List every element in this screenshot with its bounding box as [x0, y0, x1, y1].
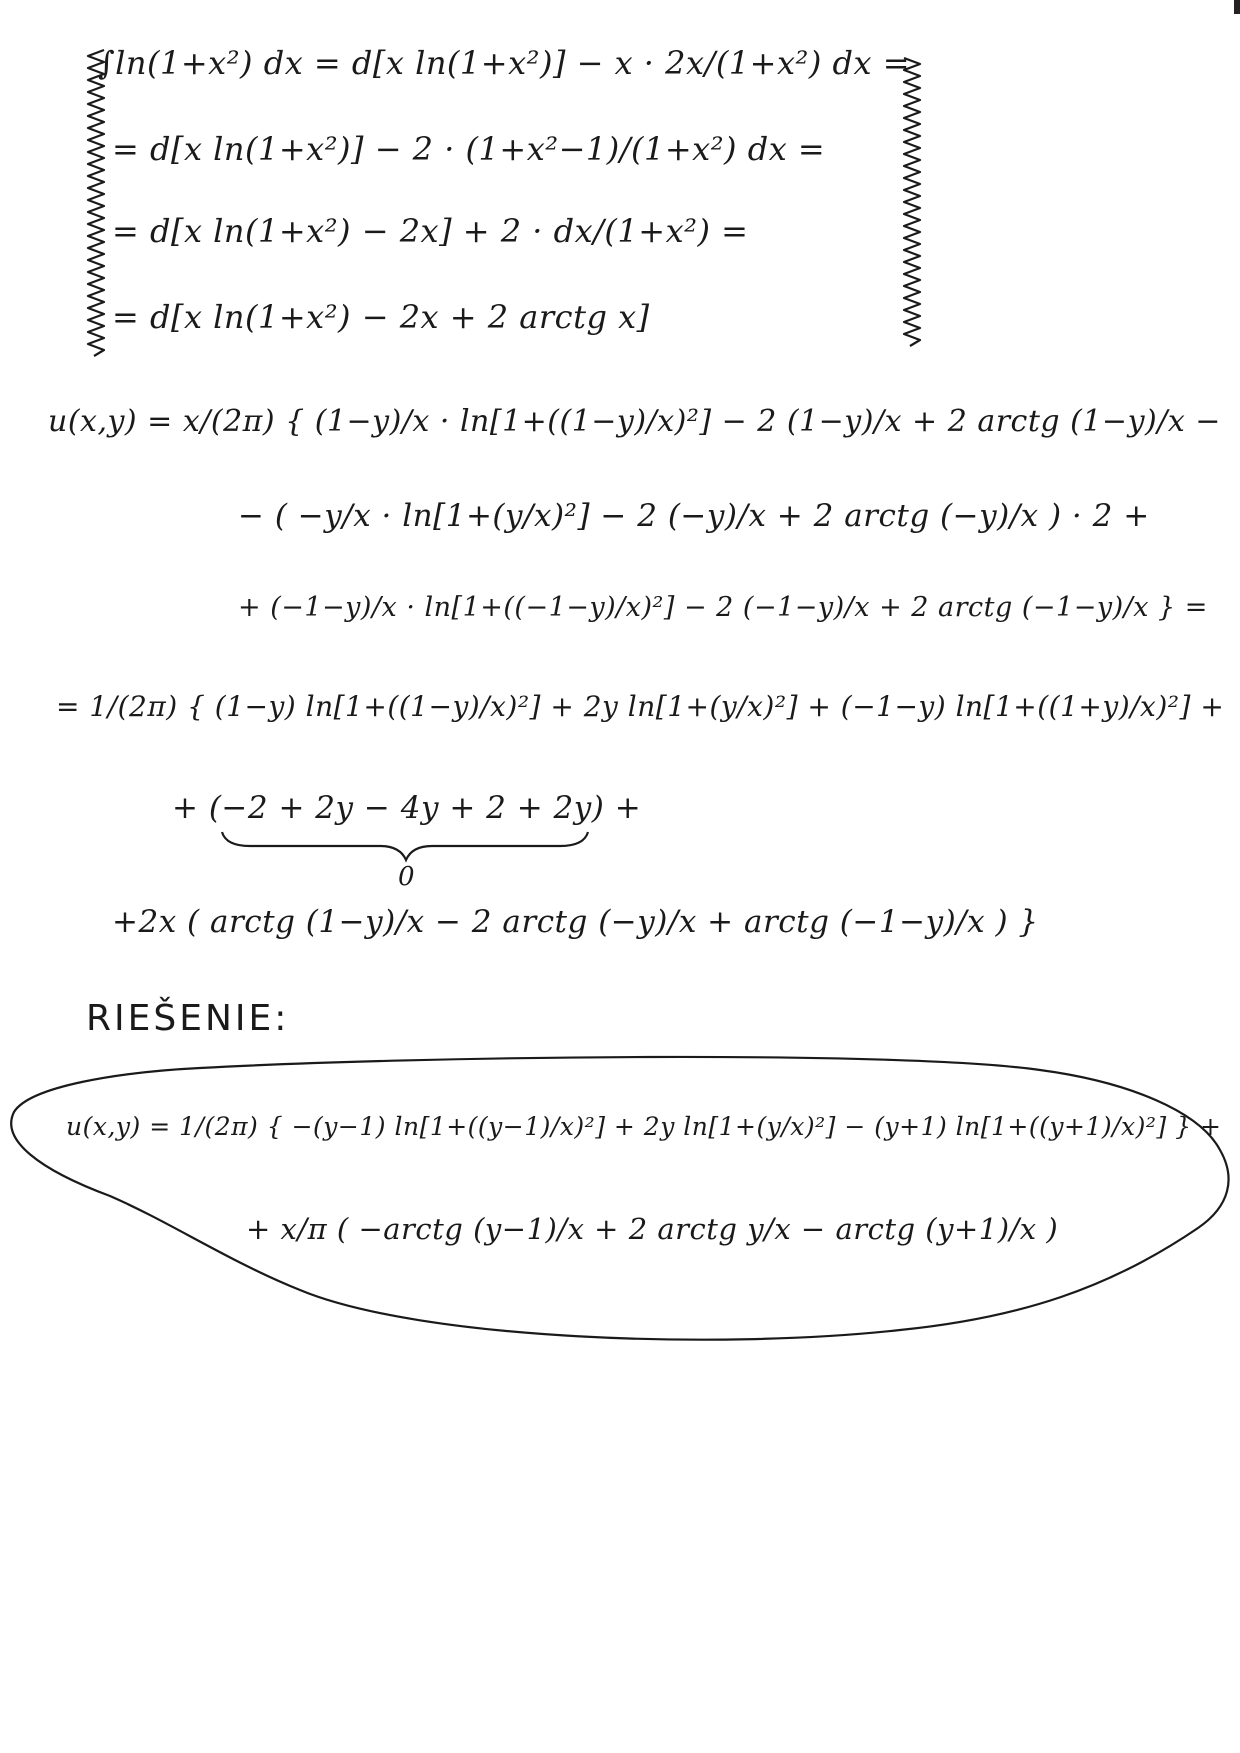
- solution-line-1: u(x,y) = 1/(2π) { −(y−1) ln[1+((y−1)/x)²] + 2y ln[1+(y/x)²] − (y+1) ln[1+((y+1)/x)²] } +: [66, 1112, 1222, 1141]
- left-zigzag-bracket: [88, 50, 104, 356]
- derivation-line-4: = d[x ln(1+x²) − 2x + 2 arctg x]: [112, 298, 650, 336]
- expansion-line-6: +2x ( arctg (1−y)/x − 2 arctg (−y)/x + arctg (−1−y)/x ) }: [112, 904, 1039, 940]
- derivation-line-3: = d[x ln(1+x²) − 2x] + 2 · dx/(1+x²) =: [112, 212, 749, 250]
- solution-heading: RIEŠENIE:: [86, 998, 290, 1039]
- underbrace-value: 0: [398, 862, 415, 892]
- expansion-line-4: = 1/(2π) { (1−y) ln[1+((1−y)/x)²] + 2y ln[1+(y/x)²] + (−1−y) ln[1+((1+y)/x)²] +: [56, 690, 1225, 723]
- right-zigzag-bracket: [904, 58, 920, 346]
- underbrace: [222, 832, 588, 860]
- expansion-line-1: u(x,y) = x/(2π) { (1−y)/x · ln[1+((1−y)/x)²] − 2 (1−y)/x + 2 arctg (1−y)/x −: [48, 404, 1221, 439]
- expansion-line-5: + (−2 + 2y − 4y + 2 + 2y) +: [172, 790, 642, 826]
- solution-line-2: + x/π ( −arctg (y−1)/x + 2 arctg y/x − arctg (y+1)/x ): [246, 1212, 1059, 1246]
- derivation-line-1: ∫ln(1+x²) dx = d[x ln(1+x²)] − x · 2x/(1+x²) dx =: [98, 44, 911, 82]
- derivation-line-2: = d[x ln(1+x²)] − 2 · (1+x²−1)/(1+x²) dx =: [112, 130, 826, 168]
- expansion-line-3: + (−1−y)/x · ln[1+((−1−y)/x)²] − 2 (−1−y)/x + 2 arctg (−1−y)/x } =: [238, 592, 1208, 623]
- expansion-line-2: − ( −y/x · ln[1+(y/x)²] − 2 (−y)/x + 2 arctg (−y)/x ) · 2 +: [238, 498, 1150, 534]
- scan-edge-mark: [1234, 0, 1240, 14]
- solution-oval: [11, 1057, 1228, 1340]
